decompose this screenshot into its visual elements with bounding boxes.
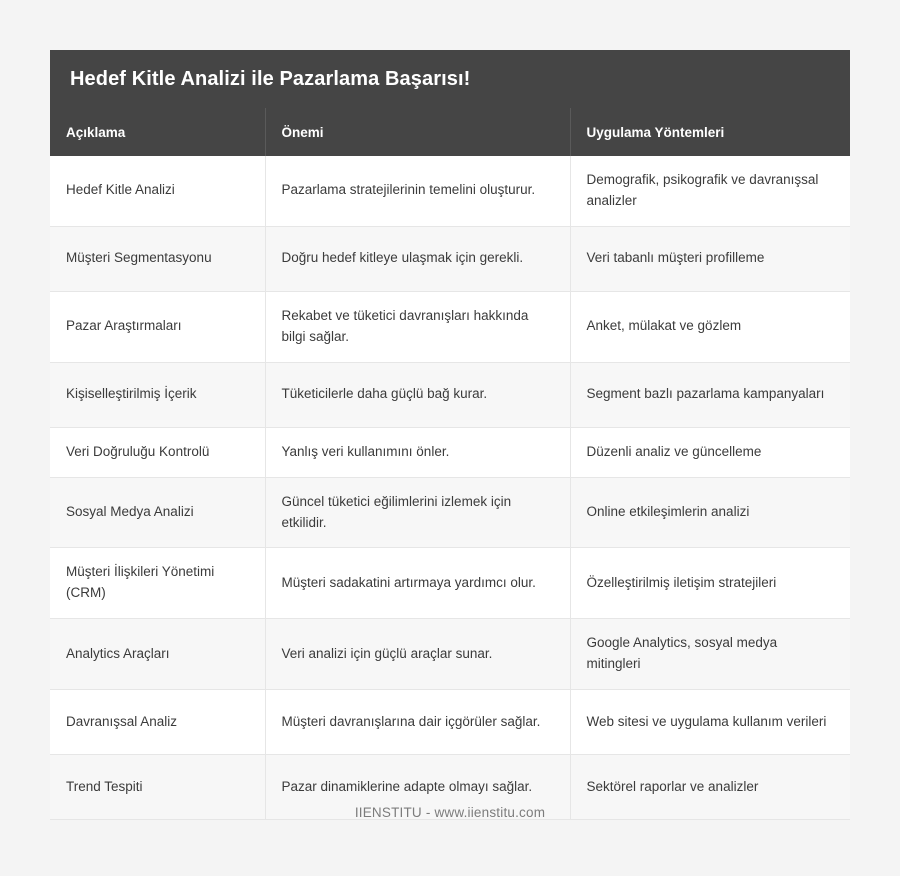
cell-uygulama: Web sitesi ve uygulama kullanım verileri	[570, 690, 850, 755]
cell-aciklama: Pazar Araştırmaları	[50, 291, 265, 362]
column-header-aciklama: Açıklama	[50, 108, 265, 156]
cell-onemi: Müşteri sadakatini artırmaya yardımcı olur.	[265, 548, 570, 619]
table-row	[50, 690, 850, 755]
footer-attribution: IIENSTITU - www.iienstitu.com	[354, 805, 546, 820]
cell-aciklama: Kişiselleştirilmiş İçerik	[50, 362, 265, 427]
table-row	[50, 477, 850, 548]
cell-uygulama: Anket, mülakat ve gözlem	[570, 291, 850, 362]
cell-onemi: Müşteri davranışlarına dair içgörüler sağlar.	[265, 690, 570, 755]
page-title: Hedef Kitle Analizi ile Pazarlama Başarısı!	[70, 68, 471, 90]
table-row	[50, 156, 850, 226]
table-body	[50, 156, 850, 820]
cell-aciklama: Trend Tespiti	[50, 755, 265, 820]
table-row	[50, 548, 850, 619]
column-header-uygulama: Uygulama Yöntemleri	[570, 108, 850, 156]
cell-onemi: Pazar dinamiklerine adapte olmayı sağlar.	[265, 755, 570, 820]
table-row	[50, 291, 850, 362]
cell-uygulama: Özelleştirilmiş iletişim stratejileri	[570, 548, 850, 619]
cell-onemi: Doğru hedef kitleye ulaşmak için gerekli.	[265, 226, 570, 291]
cell-uygulama: Online etkileşimlerin analizi	[570, 477, 850, 548]
title-bar	[50, 50, 850, 108]
column-header-onemi: Önemi	[265, 108, 570, 156]
cell-uygulama: Düzenli analiz ve güncelleme	[570, 427, 850, 477]
cell-aciklama: Müşteri Segmentasyonu	[50, 226, 265, 291]
cell-uygulama: Demografik, psikografik ve davranışsal analizler	[570, 156, 850, 226]
cell-onemi: Veri analizi için güçlü araçlar sunar.	[265, 619, 570, 690]
cell-aciklama: Davranışsal Analiz	[50, 690, 265, 755]
table-row	[50, 427, 850, 477]
cell-aciklama: Sosyal Medya Analizi	[50, 477, 265, 548]
cell-onemi: Güncel tüketici eğilimlerini izlemek için etkilidir.	[265, 477, 570, 548]
cell-onemi: Pazarlama stratejilerinin temelini oluşturur.	[265, 156, 570, 226]
cell-uygulama: Segment bazlı pazarlama kampanyaları	[570, 362, 850, 427]
cell-onemi: Yanlış veri kullanımını önler.	[265, 427, 570, 477]
table-row	[50, 362, 850, 427]
table-header	[50, 108, 850, 156]
cell-uygulama: Google Analytics, sosyal medya mitingleri	[570, 619, 850, 690]
table-row	[50, 619, 850, 690]
cell-uygulama: Sektörel raporlar ve analizler	[570, 755, 850, 820]
cell-aciklama: Hedef Kitle Analizi	[50, 156, 265, 226]
cell-aciklama: Analytics Araçları	[50, 619, 265, 690]
infographic-card	[50, 50, 850, 820]
cell-aciklama: Veri Doğruluğu Kontrolü	[50, 427, 265, 477]
data-table	[50, 108, 850, 820]
table-header-row	[50, 108, 850, 156]
cell-onemi: Rekabet ve tüketici davranışları hakkında bilgi sağlar.	[265, 291, 570, 362]
cell-onemi: Tüketicilerle daha güçlü bağ kurar.	[265, 362, 570, 427]
table-row	[50, 226, 850, 291]
cell-aciklama: Müşteri İlişkileri Yönetimi (CRM)	[50, 548, 265, 619]
cell-uygulama: Veri tabanlı müşteri profilleme	[570, 226, 850, 291]
